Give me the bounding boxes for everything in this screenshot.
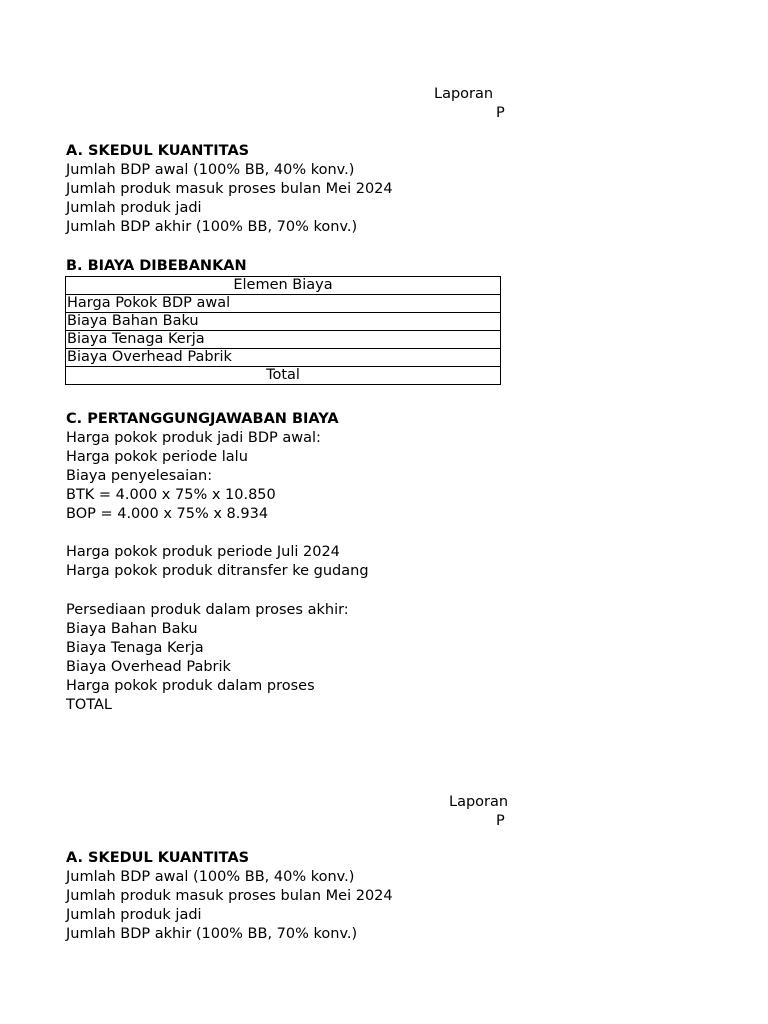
quantity-schedule-heading: A. SKEDUL KUANTITAS <box>66 143 250 159</box>
responsibility-line: Harga pokok produk ditransfer ke gudang <box>66 563 369 579</box>
responsibility-line: Harga pokok periode lalu <box>66 449 248 465</box>
charged-costs-heading: B. BIAYA DIBEBANKAN <box>66 258 247 274</box>
report-title-fragment: Laporan <box>449 794 509 810</box>
quantity-row: Jumlah BDP awal (100% BB, 40% konv.) <box>66 162 355 178</box>
responsibility-line: BOP = 4.000 x 75% x 8.934 <box>66 506 269 522</box>
cost-elements-table <box>65 276 501 385</box>
table-cell: Harga Pokok BDP awal <box>66 295 501 313</box>
report-subtitle-fragment: P <box>496 813 505 829</box>
report-subtitle-fragment: P <box>496 105 505 121</box>
quantity-row: Jumlah BDP akhir (100% BB, 70% konv.) <box>66 219 358 235</box>
quantity-row: Jumlah produk jadi <box>66 907 202 923</box>
table-row <box>66 367 501 385</box>
table-row <box>66 277 501 295</box>
cost-responsibility-heading: C. PERTANGGUNGJAWABAN BIAYA <box>66 411 339 427</box>
responsibility-line: Persediaan produk dalam proses akhir: <box>66 602 349 618</box>
responsibility-line: Biaya penyelesaian: <box>66 468 213 484</box>
responsibility-line: Harga pokok produk periode Juli 2024 <box>66 544 340 560</box>
table-total-cell: Total <box>66 367 501 385</box>
table-cell: Biaya Overhead Pabrik <box>66 349 501 367</box>
responsibility-line: Biaya Tenaga Kerja <box>66 640 204 656</box>
quantity-row: Jumlah BDP awal (100% BB, 40% konv.) <box>66 869 355 885</box>
table-row <box>66 349 501 367</box>
table-cell: Biaya Tenaga Kerja <box>66 331 501 349</box>
responsibility-line: Biaya Overhead Pabrik <box>66 659 231 675</box>
responsibility-line: BTK = 4.000 x 75% x 10.850 <box>66 487 276 503</box>
table-row <box>66 295 501 313</box>
quantity-schedule-heading: A. SKEDUL KUANTITAS <box>66 850 250 866</box>
responsibility-line: TOTAL <box>66 697 112 713</box>
table-row <box>66 313 501 331</box>
quantity-row: Jumlah BDP akhir (100% BB, 70% konv.) <box>66 926 358 942</box>
table-row <box>66 331 501 349</box>
table-header-cell: Elemen Biaya <box>66 277 501 295</box>
responsibility-line: Harga pokok produk jadi BDP awal: <box>66 430 321 446</box>
quantity-row: Jumlah produk jadi <box>66 200 202 216</box>
quantity-row: Jumlah produk masuk proses bulan Mei 2024 <box>66 888 393 904</box>
responsibility-line: Biaya Bahan Baku <box>66 621 198 637</box>
table-cell: Biaya Bahan Baku <box>66 313 501 331</box>
report-title-fragment: Laporan <box>434 86 494 102</box>
quantity-row: Jumlah produk masuk proses bulan Mei 2024 <box>66 181 393 197</box>
responsibility-line: Harga pokok produk dalam proses <box>66 678 315 694</box>
